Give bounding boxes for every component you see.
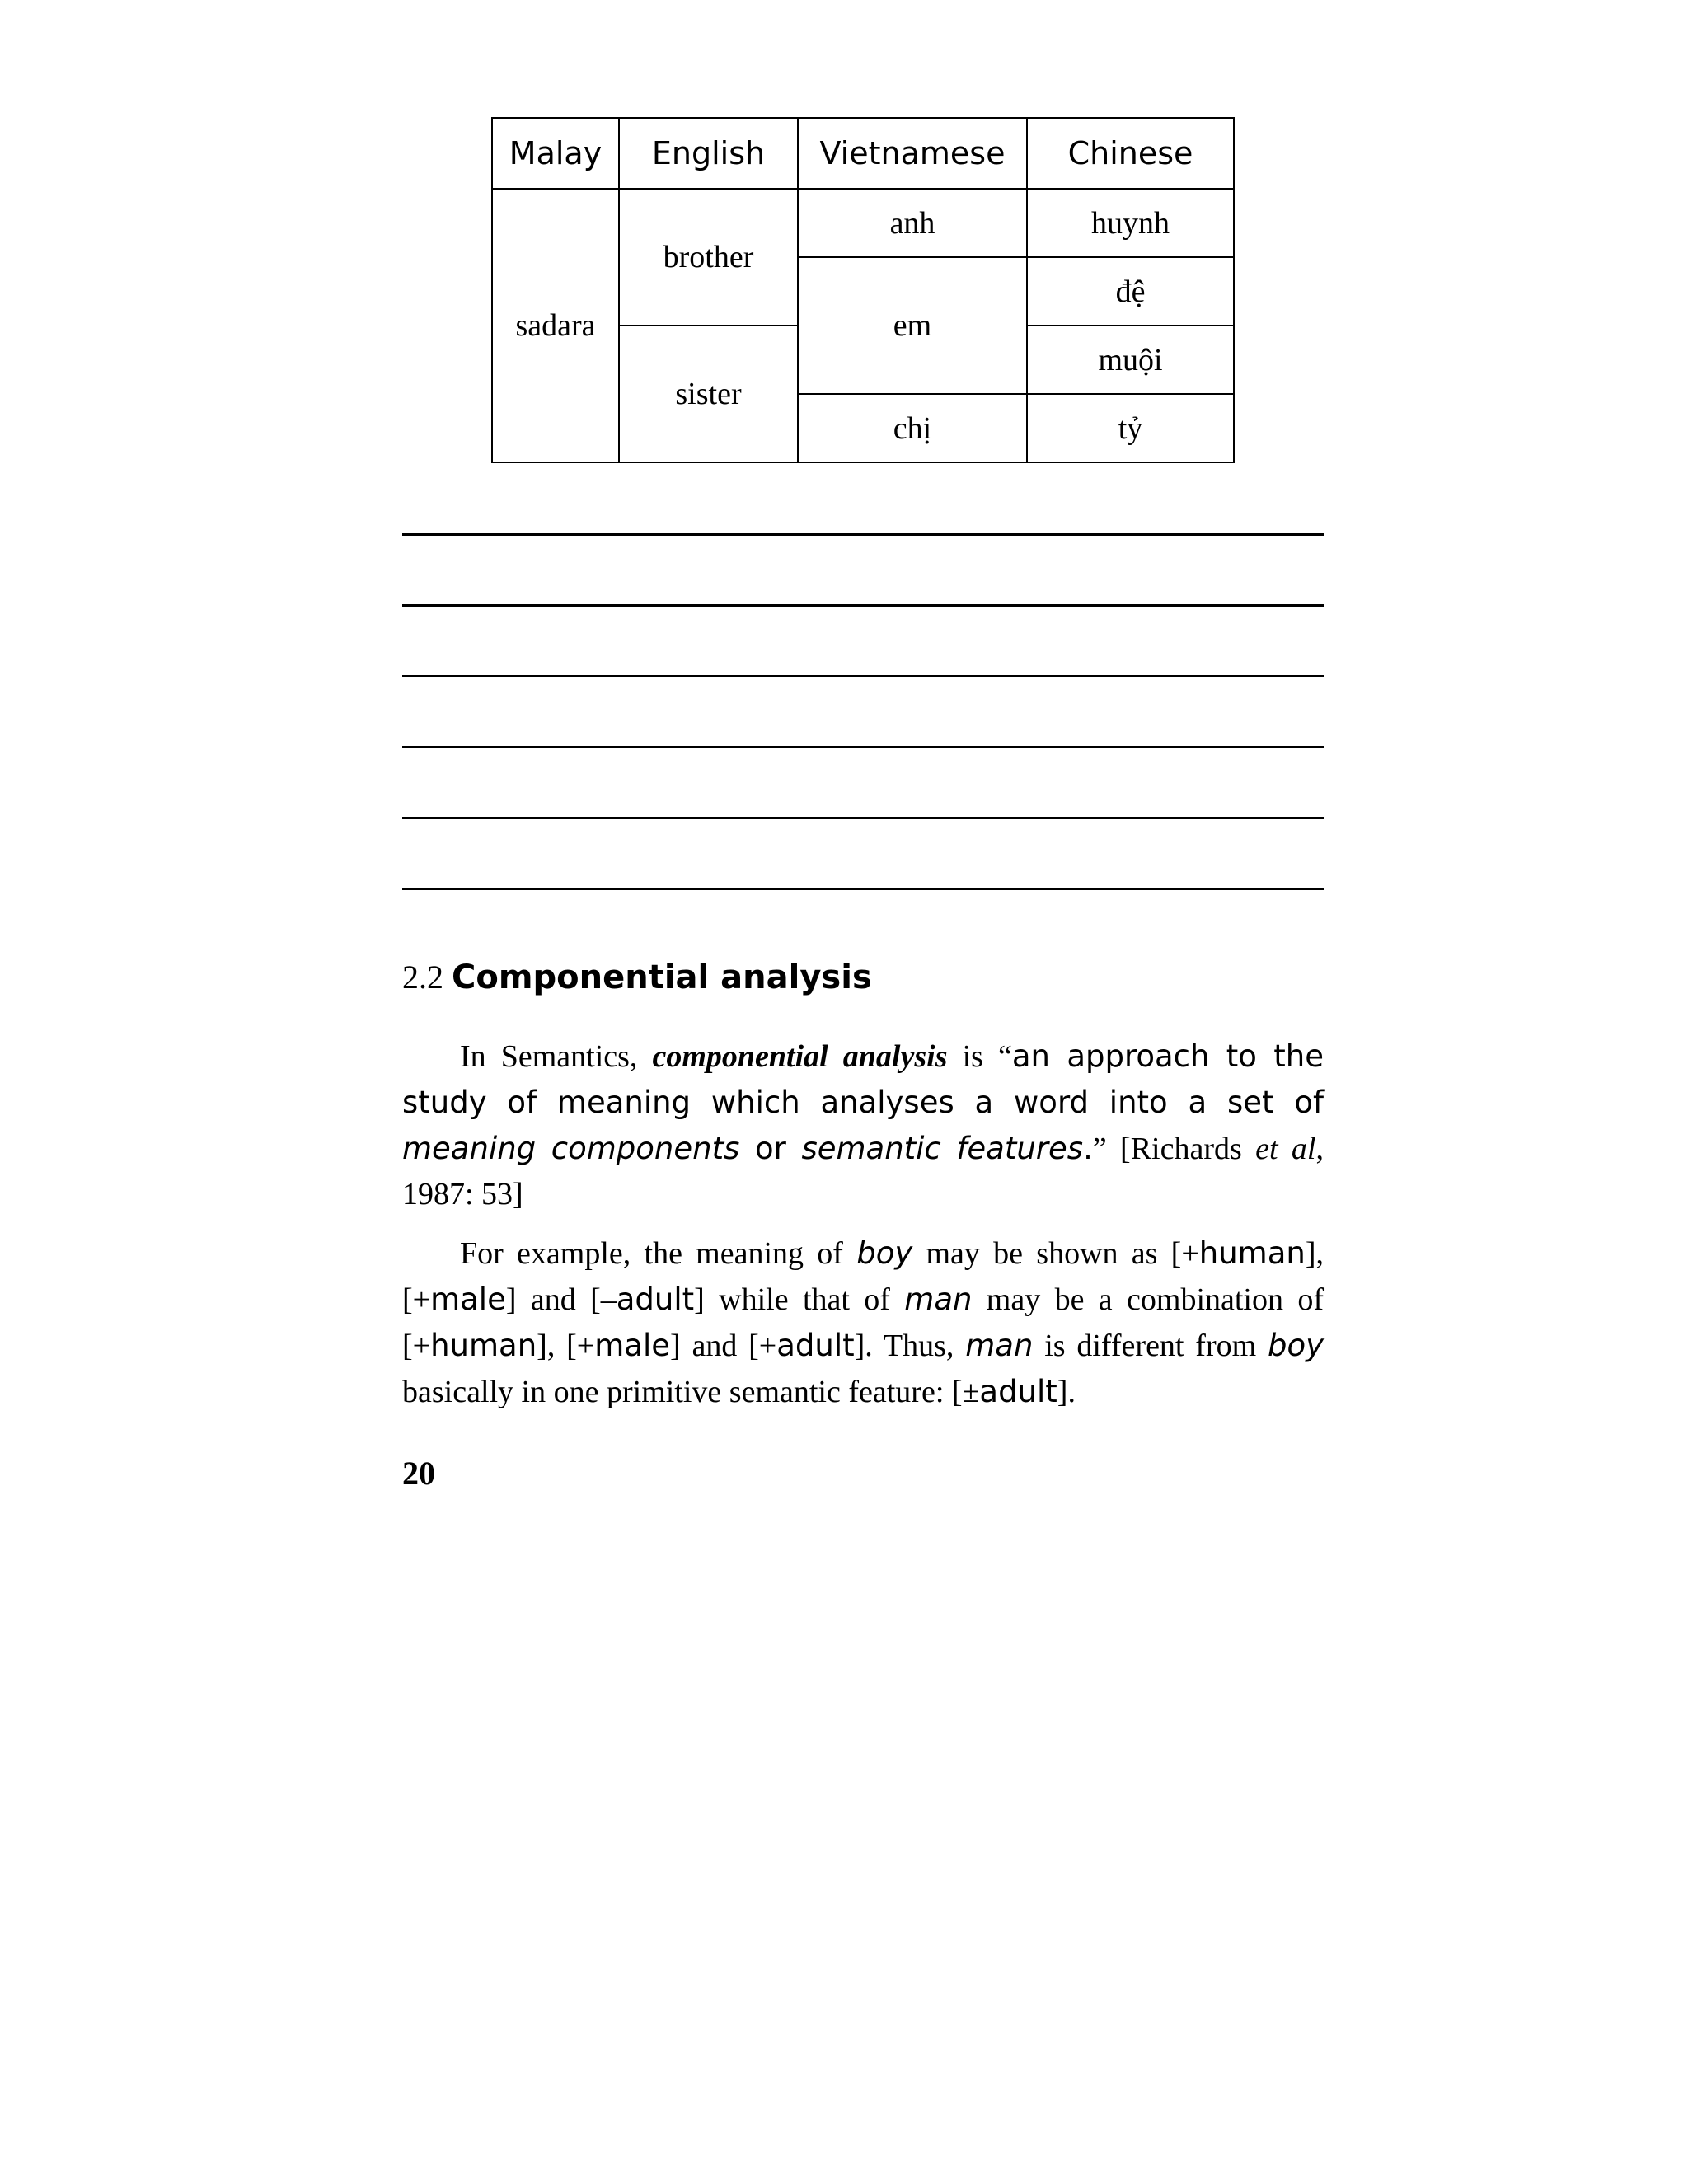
- blank-line: [402, 746, 1324, 748]
- text-run: may be a combination of [+: [402, 1282, 1324, 1363]
- text-run: ].: [1057, 1375, 1076, 1409]
- word-boy: boy: [856, 1235, 913, 1271]
- term-meaning-components: meaning components: [402, 1131, 740, 1166]
- text-run: is different from: [1033, 1329, 1268, 1363]
- blank-line: [402, 604, 1324, 607]
- cell-em: em: [798, 257, 1027, 394]
- cell-huynh: huynh: [1027, 189, 1234, 257]
- section-number: 2.: [402, 958, 427, 996]
- text-run: ] while that of: [694, 1282, 905, 1317]
- citation-text: ” [Richards: [1092, 1132, 1256, 1166]
- cell-sadara: sadara: [492, 189, 619, 462]
- cell-muoi: muội: [1027, 326, 1234, 394]
- citation-text: , 1987: 53]: [402, 1132, 1324, 1212]
- cell-brother: brother: [619, 189, 798, 326]
- feature-human: human: [1198, 1235, 1306, 1271]
- feature-adult: adult: [979, 1374, 1057, 1409]
- table-row: [492, 189, 1234, 257]
- text-run: .: [1083, 1131, 1093, 1166]
- feature-male: male: [430, 1282, 506, 1317]
- citation-et-al: et al: [1255, 1132, 1316, 1166]
- text-run: In Semantics,: [460, 1039, 653, 1074]
- cell-chi: chị: [798, 394, 1027, 462]
- blank-line: [402, 817, 1324, 819]
- text-run: or: [739, 1131, 802, 1166]
- paragraph-example: [402, 1230, 1324, 1415]
- text-run: may be shown as [+: [912, 1236, 1199, 1271]
- text-run: ]. Thus,: [854, 1329, 966, 1363]
- text-run: is “: [947, 1039, 1012, 1074]
- text-run: basically in one primitive semantic feature: [±: [402, 1375, 980, 1409]
- section-number-rest: 2: [427, 958, 443, 996]
- paragraph-definition: [402, 1033, 1324, 1217]
- section-heading: [402, 958, 872, 996]
- feature-adult: adult: [616, 1282, 695, 1317]
- feature-male: male: [594, 1328, 670, 1363]
- page-number: 20: [402, 1455, 435, 1492]
- table-header-row: [492, 118, 1234, 189]
- term-semantic-features: semantic features: [801, 1131, 1084, 1166]
- word-boy: boy: [1267, 1328, 1325, 1363]
- cell-ty: tỷ: [1027, 394, 1234, 462]
- text-run: ] and [–: [505, 1282, 617, 1317]
- blank-line: [402, 675, 1324, 677]
- feature-human: human: [430, 1328, 537, 1363]
- cell-de: đệ: [1027, 257, 1234, 326]
- feature-adult: adult: [776, 1328, 855, 1363]
- cell-anh: anh: [798, 189, 1027, 257]
- word-man: man: [965, 1328, 1034, 1363]
- term-componential-analysis: componential analysis: [652, 1039, 948, 1074]
- kinship-table: [491, 117, 1235, 463]
- header-chinese: Chinese: [1027, 118, 1234, 189]
- blank-line: [402, 533, 1324, 536]
- text-run: For example, the meaning of: [460, 1236, 857, 1271]
- section-title: Componential analysis: [452, 958, 872, 996]
- header-english: English: [619, 118, 798, 189]
- text-run: ], [+: [402, 1236, 1324, 1317]
- text-run: ], [+: [537, 1329, 595, 1363]
- quotation-text: an approach to the study of meaning which analyses a word into a set of: [402, 1038, 1324, 1120]
- cell-sister: sister: [619, 326, 798, 462]
- blank-line: [402, 888, 1324, 890]
- word-man: man: [904, 1282, 973, 1317]
- header-vietnamese: Vietnamese: [798, 118, 1027, 189]
- text-run: ] and [+: [670, 1329, 777, 1363]
- header-malay: Malay: [492, 118, 619, 189]
